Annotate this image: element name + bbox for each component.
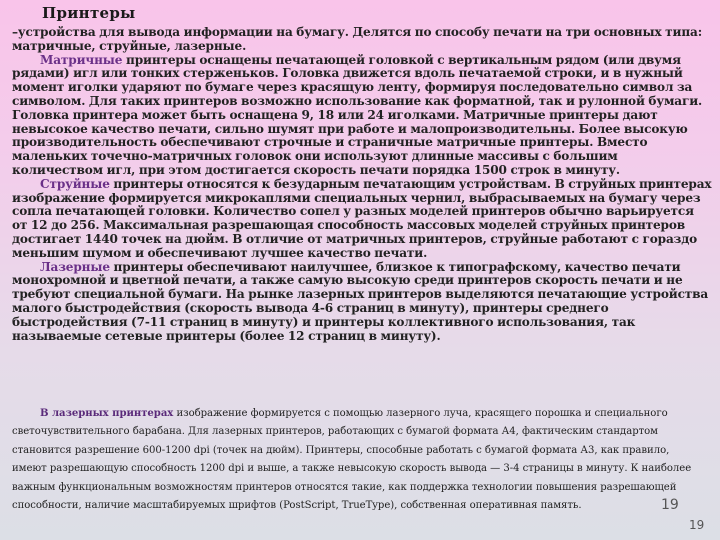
term-inkjet: Струйные [40,176,110,191]
term-matrix: Матричные [40,52,123,67]
slide-title: Принтеры [42,4,136,22]
main-text-block [12,26,712,343]
note-text: изображение формируется с помощью лазерного луча, красящего порошка и специального светочувствительного барабана. Для лазерных принтеров, работающих с бумагой формата А4, фактическим стандартом становится разрешение 600-1200 dpi (точек на дюйм). Принтеры, способные работать с бумагой формата А3, как правило, имеют разрешающую способность 1200 dpi и выше, а также невысокую скорость вывода — 3-4 страницы в минуту. К наиболее важным функциональным возможностям принтеров относятся такие, как поддержка технологии повышения разрешающей способности, наличие масштабируемых шрифтов (PostScript, TrueType), собственная оперативная память. [12,408,692,512]
paragraph-inkjet-text: принтеры относятся к безударным печатающим устройствам. В струйных принтерах изображение формируется микрокаплями специальных чернил, выбрасываемых на бумагу через сопла печатающей головки. Количество сопел у разных моделей принтеров обычно варьируется от 12 до 256. Максимальная разрешающая способность массовых моделей струйных принтеров достигает 1440 точек на дюйм. В отличие от матричных принтеров, струйные работают с гораздо меньшим шумом и обеспечивают лучшее качество печати. [12,176,712,260]
paragraph-laser [12,261,712,344]
note-term: В лазерных принтерах [40,408,174,419]
term-laser: Лазерные [40,259,110,274]
note-paragraph [12,405,702,515]
paragraph-matrix-text: принтеры оснащены печатающей головкой с вертикальным рядом (или двумя рядами) игл или тонких стерженьков. Головка движется вдоль печатаемой строки, и в нужный момент иголки ударяют по бумаге через красящую ленту, формируя последовательно символ за символом. Для таких принтеров возможно использование как форматной, так и рулонной бумаги. Головка принтера может быть оснащена 9, 18 или 24 иголками. Матричные принтеры дают невысокое качество печати, сильно шумят при работе и малопроизводительны. Более высокую производительность обеспечивают строчные и страничные матричные принтеры. Вместо маленьких точечно-матричных головок они используют длинные массивы с большим количеством игл, при этом достигается скорость печати порядка 1500 строк в минуту. [12,52,703,177]
paragraph-inkjet [12,178,712,261]
intro-paragraph [12,26,712,54]
intro-text: –устройства для вывода информации на бумагу. Делятся по способу печати на три основных типа: матричные, струйные, лазерные. [12,25,703,53]
page-number-inner: 19 [661,497,679,513]
paragraph-laser-text: принтеры обеспечивают наилучшее, близкое к типографскому, качество печати монохромной и цветной печати, а также самую высокую среди принтеров скорость печати и не требуют специальной бумаги. На рынке лазерных принтеров выделяются печатающие устройства малого быстродействия (скорость вывода 4-6 страниц в минуту), принтеры среднего быстродействия (7-11 страниц в минуту) и принтеры коллективного использования, так называемые сетевые принтеры (более 12 страниц в минуту). [12,259,709,343]
page-number-outer: 19 [689,518,705,532]
paragraph-matrix [12,54,712,178]
